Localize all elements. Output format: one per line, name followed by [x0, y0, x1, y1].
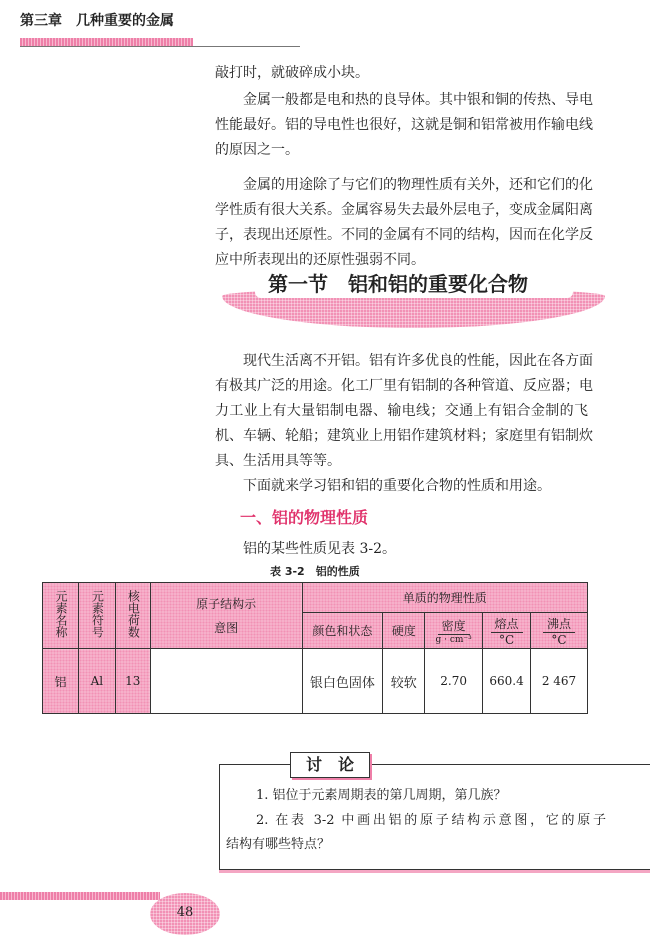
cell-structure — [150, 649, 302, 714]
cell-name: 铝 — [43, 649, 79, 714]
discussion-question: 2. 在表 3-2 中画出铝的原子结构示意图，它的原子 — [256, 813, 606, 828]
cell-hardness: 较软 — [383, 649, 425, 714]
intro-line: 金属一般都是电和热的良导体。其中银和铜的传热、导电 — [243, 92, 593, 108]
discussion-title: 讨 论 — [290, 752, 370, 778]
cell-boil: 2 467 — [531, 649, 588, 714]
body-line: 具、生活用具等等。 — [215, 453, 341, 469]
cell-color: 银白色固体 — [302, 649, 383, 714]
header-density: 密度 g · cm⁻³ — [425, 613, 483, 649]
intro-line: 子，表现出还原性。不同的金属有不同的结构，因而在化学反 — [215, 227, 593, 243]
header-charge: 核电荷数 — [126, 590, 141, 638]
cell-melt: 660.4 — [483, 649, 531, 714]
header-group: 单质的物理性质 — [302, 583, 588, 613]
body-line: 下面就来学习铝和铝的重要化合物的性质和用途。 — [243, 478, 551, 494]
header-boil: 沸点 °C — [531, 613, 588, 649]
discussion-question: 结构有哪些特点？ — [226, 837, 331, 852]
intro-line: 金属的用途除了与它们的物理性质有关外，还和它们的化 — [243, 177, 593, 193]
intro-line: 性能最好。铝的导电性也很好，这就是铜和铝常被用作输电线 — [215, 117, 593, 133]
header-stripe — [20, 38, 193, 46]
intro-line: 应中所表现出的还原性强弱不同。 — [215, 252, 425, 268]
chapter-header: 第三章 几种重要的金属 — [20, 13, 174, 29]
body-line: 有极其广泛的用途。化工厂里有铝制的各种管道、反应器；电 — [215, 378, 593, 394]
header-symbol: 元素符号 — [90, 590, 105, 638]
page-number: 48 — [176, 905, 194, 920]
table-row — [43, 649, 588, 714]
header-hardness: 硬度 — [383, 613, 425, 649]
cell-charge: 13 — [115, 649, 150, 714]
discussion-question: 1. 铝位于元素周期表的第几周期，第几族？ — [256, 788, 507, 803]
intro-line: 敲打时，就破碎成小块。 — [215, 65, 369, 81]
header-color: 颜色和状态 — [302, 613, 383, 649]
body-line: 机、车辆、轮船；建筑业上用铝作建筑材料；家庭里有铝制炊 — [215, 428, 593, 444]
intro-line: 的原因之一。 — [215, 142, 299, 158]
header-structure: 原子结构示意图 — [196, 596, 257, 635]
cell-density: 2.70 — [425, 649, 483, 714]
properties-table — [42, 582, 588, 714]
footer-stripe — [0, 892, 160, 900]
header-rule — [20, 46, 300, 47]
intro-line: 学性质有很大关系。金属容易失去最外层电子，变成金属阳离 — [215, 202, 593, 218]
subsection-title: 一、铝的物理性质 — [240, 508, 369, 527]
body-line: 现代生活离不开铝。铝有许多优良的性能，因此在各方面 — [243, 353, 593, 369]
section-title: 第一节 铝和铝的重要化合物 — [268, 272, 528, 296]
header-melt: 熔点 °C — [483, 613, 531, 649]
body-line: 力工业上有大量铝制电器、输电线；交通上有铝合金制的飞 — [215, 403, 588, 419]
table-intro: 铝的某些性质见表 3-2。 — [243, 541, 396, 557]
cell-symbol: Al — [78, 649, 115, 714]
table-caption: 表 3-2 铝的性质 — [270, 565, 360, 578]
header-name: 元素名称 — [53, 590, 68, 638]
